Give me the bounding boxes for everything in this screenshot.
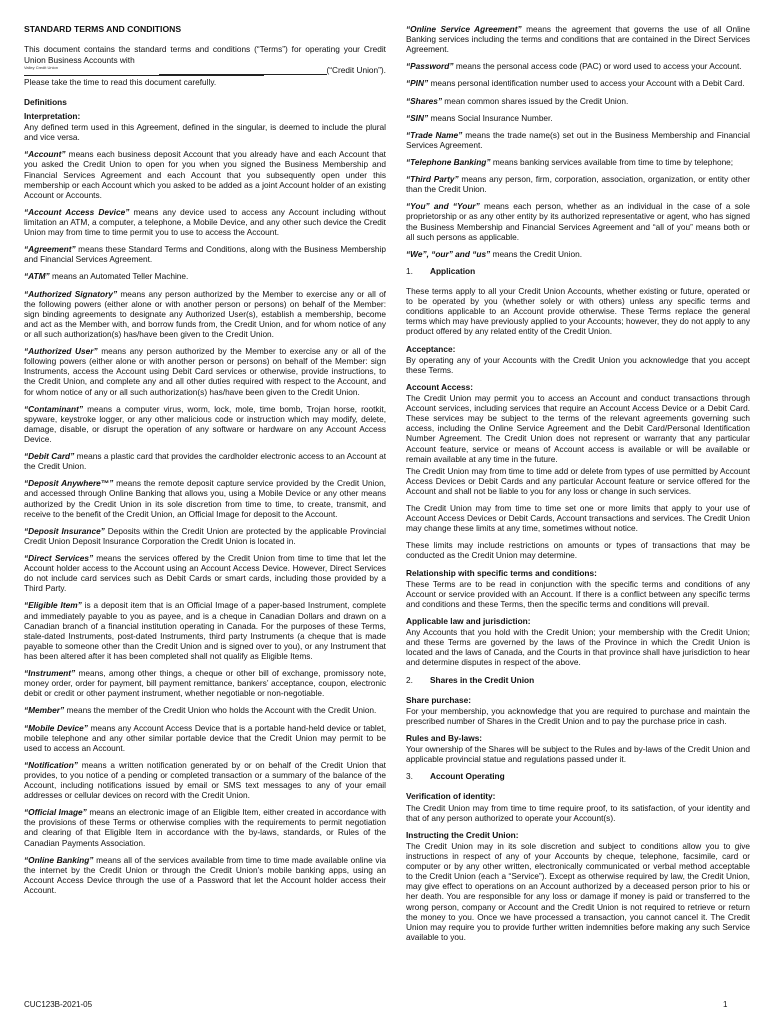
definition-text: means, among other things, a cheque or other bill of exchange, promissory note, money order, order for payment, bill payment remittance, bankers’ acceptance, coupon, electronic debit or credit or other payment instrument, whether negotiable or non-negotiable. <box>24 668 386 699</box>
definition-term: “Member” <box>24 705 65 716</box>
definition-item <box>24 526 386 546</box>
account-access-text-1: The Credit Union may permit you to access an Account and conduct transactions through Account services, including services that require an Account Access Device or a Debit Card. These services may be subject to the terms of the relevant agreements governing such access, including the Online Service Agreement and the Debit Card/Personal Identification Number Agreement. The Credit Union does not represent or warranty that any particular Account feature, service or means of Account access is available or will be available or remain available at any time in the future. <box>406 392 750 464</box>
definition-item <box>24 451 386 471</box>
page-number: 1 <box>723 1000 728 1009</box>
acceptance-heading: Acceptance: <box>406 343 456 354</box>
definition-item <box>24 404 386 444</box>
document-title: STANDARD TERMS AND CONDITIONS <box>24 24 182 34</box>
relationship-heading: Relationship with specific terms and conditions: <box>406 567 597 578</box>
definition-text: means the trade name(s) set out in the Business Membership and Financial Services Agreement. <box>406 129 750 150</box>
section-3-heading <box>406 771 750 781</box>
definition-term: “Direct Services” <box>24 552 94 563</box>
definition-item <box>24 149 386 200</box>
share-purchase-heading: Share purchase: <box>406 694 472 705</box>
intro-suffix: (“Credit Union”). <box>326 64 386 75</box>
definition-text: mean common shares issued by the Credit Union. <box>444 95 629 106</box>
acceptance-text: By operating any of your Accounts with the Credit Union you acknowledge that you accept these Terms. <box>406 354 750 375</box>
instructing-heading: Instructing the Credit Union: <box>406 829 519 840</box>
definition-term: “Deposit Insurance” <box>24 525 105 536</box>
account-access-text-3: The Credit Union may from time to time set one or more limits that apply to your use of Account Access Devices or Debit Cards, Account transactions and services. The Credit Union may change these limits at any time, sometimes without notice. <box>406 503 750 534</box>
definition-text: means the services offered by the Credit Union from time to time that let the Account holder access to the Account using an Account Access Device. However, Direct Services do not include card services such as Debit Cards or smart cards, including those provided by a Third Party. <box>24 552 386 594</box>
definition-text: means the agreement that governs the use of all Online Banking services including the terms and conditions that are contained in the Direct Services Agreement. <box>406 24 750 55</box>
definition-text: means any Account Access Device that is a portable hand-held device or tablet, mobile telephone and any other similar portable device that the Credit Union may permit to be used to access an Account. <box>24 722 386 753</box>
definition-item <box>24 478 386 518</box>
section-1-heading <box>406 266 750 276</box>
relationship-text: These Terms are to be read in conjunction with the specific terms and conditions of any Account or service provided with an Account. If there is a conflict between any specific terms and conditions and these Terms, then the specific terms and conditions will prevail. <box>406 578 750 609</box>
definition-item <box>24 705 386 715</box>
section-title: Shares in the Credit Union <box>430 674 535 685</box>
definition-item <box>406 249 750 259</box>
intro-line-1: This document contains the standard terms and conditions (“Terms”) for operating your Credit Union Business Accounts with <box>24 44 386 65</box>
section-number: 1. <box>406 265 413 276</box>
definition-term: “Third Party” <box>406 174 459 185</box>
definition-item <box>24 271 386 281</box>
definition-item <box>406 96 750 106</box>
definition-text: means personal identification number used to access your Account with a Debit Card. <box>430 78 745 89</box>
account-access-heading: Account Access: <box>406 381 474 392</box>
definition-term: “Online Service Agreement” <box>406 24 522 34</box>
definition-text: means each person, whether as an individual in the case of a sole proprietorship or as any other entity by its authorized representative or agent, who has signed the Business Membership and Financial Services Agreement and “all of you” means both or all such persons as applicable. <box>406 201 750 242</box>
account-access-text-2: The Credit Union may from time to time add or delete from types of use permitted by Account Access Devices or Debit Cards and any particular Account feature or service offered for the Account and shall not be liable to you for any loss or change in such services. <box>406 465 750 496</box>
instructing-text: The Credit Union may in its sole discretion and subject to conditions allow you to give instructions in respect of any of your Accounts by cheque, telephone, facsimile, card or computer or by any other written, electronically communicated or verbal method acceptable to the Credit Union (each a “Service”). Except as otherwise required by law, the Credit Union, may give effect to operations on an Account authorized by a deceased person prior to his or her death. You are responsible for any loss or damage if money is paid or transferred to the wrong person, company or Account and the Credit Union is not required to retrieve or return the money to you. Once we have processed a transaction, you cannot cancel it. The Credit Union may require you to provide further written indemnities before making any such Service available to you. <box>406 840 750 942</box>
definition-term: “Telephone Banking” <box>406 156 491 167</box>
section-2-heading <box>406 675 750 685</box>
blank-line <box>159 74 327 75</box>
definition-term: “Account” <box>24 149 66 160</box>
definition-text: means Social Insurance Number. <box>430 112 553 123</box>
definitions-list-right <box>406 24 750 259</box>
verification-text: The Credit Union may from time to time require proof, to its satisfaction, of your identity and that of any person authorized to operate your Account(s). <box>406 802 750 823</box>
definition-text: means an electronic image of an Eligible Item, either created in accordance with the provisions of these Terms or otherwise complies with the requirements to permit negotiation and clearing of that Eligible Item in accordance with the by-laws, standards, or Rules of the Canadian Payments Association. <box>24 807 386 848</box>
definition-term: “Instrument” <box>24 668 76 679</box>
definition-term: “Deposit Anywhere™” <box>24 478 114 489</box>
document-code: CUC123B-2021-05 <box>24 1000 93 1009</box>
intro-line-3: Please take the time to read this document carefully. <box>24 75 264 87</box>
rules-bylaws-heading: Rules and By-laws: <box>406 733 483 744</box>
definitions-heading: Definitions <box>24 96 67 107</box>
definition-term: “Mobile Device” <box>24 722 88 733</box>
definition-item <box>406 130 750 150</box>
definition-text: means a computer virus, worm, lock, mole, time bomb, Trojan horse, rootkit, spyware, keystroke logger, or any other malicious code or instruction which may modify, delete, damage, disable, or disrupt the operation of any software or hardware on any Account Access Device. <box>24 403 387 444</box>
definition-item <box>406 113 750 123</box>
definition-item <box>406 174 750 194</box>
credit-union-name-row <box>24 65 386 75</box>
applicable-law-heading: Applicable law and jurisdiction: <box>406 616 531 627</box>
definition-text: means the Credit Union. <box>492 248 582 259</box>
definition-text: means any person authorized by the Member to exercise any or all of the following powers (either alone or with another person or persons) on behalf of the Member: sign binding agreements to designate any Authorized User(s), establish a membership, become and act as the Member with, and borrow funds from, the Credit Union, and for whom notice of any or all such authorization(s) has/have been given to the Credit Union. <box>24 288 386 339</box>
definition-text: means all of the services available from time to time made available online via the internet by the Credit Union or through the Credit Union’s mobile banking apps, using an Account Access Device through the use of a Password that let the Account holder access their Account. <box>24 854 387 896</box>
credit-union-name-blank <box>139 65 386 75</box>
definition-text: means these Standard Terms and Conditions, along with the Business Membership and Financial Services Agreement. <box>24 244 386 265</box>
account-access-text-4: These limits may include restrictions on amounts or types of transactions that may be conducted as the Credit Union may determine. <box>406 540 750 561</box>
section-title: Account Operating <box>430 771 505 782</box>
definition-item <box>24 244 386 264</box>
definition-text: means banking services available from time to time by telephone; <box>492 156 734 167</box>
definition-item <box>24 668 386 698</box>
definition-item <box>24 760 386 800</box>
definition-term: “Notification” <box>24 759 78 770</box>
definition-text: means the member of the Credit Union who holds the Account with the Credit Union. <box>66 705 377 716</box>
definition-term: “Shares” <box>406 95 442 106</box>
definition-term: “Online Banking” <box>24 854 94 865</box>
definition-item <box>24 207 386 237</box>
definition-text: Deposits within the Credit Union are protected by the applicable Provincial Credit Union Deposit Insurance Corporation the Credit Union is located in. <box>24 525 386 546</box>
verification-heading: Verification of identity: <box>406 791 496 802</box>
definition-item <box>406 78 750 88</box>
definition-text: means any device used to access any Account including without limitation an ATM, a computer, a telephone, a Mobile Device, and any other such device the Credit Union may from time to time permit you to use to access the Account. <box>24 206 386 238</box>
definition-term: “PIN” <box>406 78 429 89</box>
right-column <box>406 24 750 949</box>
left-column <box>24 24 386 902</box>
definition-text: means a plastic card that provides the cardholder electronic access to an Account at the Credit Union. <box>24 451 387 472</box>
definition-term: “Account Access Device” <box>24 206 130 217</box>
definition-item <box>24 289 386 340</box>
definition-term: “Authorized User” <box>24 346 98 357</box>
definition-item <box>24 553 386 593</box>
definition-text: means the remote deposit capture service provided by the Credit Union, and accessed through Online Banking that allows you, using a Mobile Device or any other means authorized by the Credit Union in its sole discretion from time to time, to create, transmit, and receive to the benefit of the Credit Union, an Official Image for deposit to the Account. <box>24 478 386 519</box>
definition-term: “SIN” <box>406 112 429 123</box>
section-number: 2. <box>406 674 413 685</box>
definition-term: “Authorized Signatory” <box>24 288 118 299</box>
definition-item <box>24 600 386 661</box>
definition-item <box>406 24 750 54</box>
definition-text: means any person, firm, corporation, association, organization, or entity other than the Credit Union. <box>406 174 750 195</box>
share-purchase-text: For your membership, you acknowledge that you are required to purchase and maintain the prescribed number of Shares in the Credit Union and to pay the purchase price in cash. <box>406 705 750 726</box>
definition-item <box>24 723 386 753</box>
definition-text: means an Automated Teller Machine. <box>51 271 189 282</box>
definition-item <box>24 807 386 847</box>
definition-text: means each business deposit Account that you already have and each Account that you asked the Credit Union to open for you when you signed the Business Membership and Financial Services Agreement and each Account that you subsequently open under this membership or each Account which you asked to be added as a joint Account holder of an existing Account or Accounts. <box>24 149 386 200</box>
definition-term: “Trade Name” <box>406 129 463 140</box>
rules-bylaws-text: Your ownership of the Shares will be subject to the Rules and by-laws of the Credit Union and applicable provincial statue and regulations passed under it. <box>406 744 750 765</box>
definition-term: “Password” <box>406 61 454 72</box>
definition-term: “We”, “our” and “us” <box>406 248 491 259</box>
definition-term: “ATM” <box>24 271 50 282</box>
definition-term: “Eligible Item” <box>24 600 82 611</box>
interpretation-heading: Interpretation: <box>24 111 81 122</box>
definitions-list-left <box>24 149 386 895</box>
definition-term: “Debit Card” <box>24 451 75 462</box>
interpretation-text: Any defined term used in this Agreement, defined in the singular, is deemed to include the plural and vice versa. <box>24 122 386 143</box>
definition-text: means a written notification generated by or on behalf of the Credit Union that provides, to you notice of a pending or completed transaction or a summary of the balance of the Account, including notifications issued by email or SMS text messages to any of your email addresses or cellular devices on record with the Credit Union. <box>24 759 386 801</box>
definition-text: is a deposit item that is an Official Image of a paper-based Instrument, complete and immediately payable to you as payee, and is a cheque in Canadian Dollars and drawn on a Canadian branch of a financial institution operating in Canada. For the purposes of these Terms, stale-dated Instruments, post-dated Instruments, third party Instruments (a cheque that is made payable to someone other than the Credit Union and is signed over to you), or any Instrument that has been altered after it has been completed shall not qualify as Eligible Items. <box>24 600 386 661</box>
section-title: Application <box>430 265 476 276</box>
definition-text: means the personal access code (PAC) or word used to access your Account. <box>455 61 742 72</box>
definition-item <box>24 346 386 397</box>
definition-item <box>406 157 750 167</box>
definition-term: “Official Image” <box>24 807 87 818</box>
definition-term: “Contaminant” <box>24 403 83 414</box>
definition-term: “You” and “Your” <box>406 201 480 212</box>
section-number: 3. <box>406 771 413 782</box>
definition-item <box>406 61 750 71</box>
definition-item <box>406 201 750 241</box>
definition-term: “Agreement” <box>24 244 76 255</box>
credit-union-name: Valley Credit Union <box>24 64 58 70</box>
application-text: These terms apply to all your Credit Union Accounts, whether existing or future, operated or to be operated by you (whether solely or with others) unless any specific terms and conditions applicable to an Account provide otherwise. These Terms replace the general terms which may have previously applied to your Accounts; however, they do not apply to any product offered by any related entity of the Credit Union. <box>406 285 750 337</box>
applicable-law-text: Any Accounts that you hold with the Credit Union; your membership with the Credit Union; and these Terms are governed by the laws of the Province in which the Credit Union is located and the laws of Canada, and the Courts in that province shall have jurisdiction to hear and determine disputes in respect of the above. <box>406 627 750 668</box>
definition-text: means any person authorized by the Member to exercise any or all of the following powers (either alone or with another person or persons) on behalf of the Member: sign Instruments, access the Account using Debit Card services or otherwise, provide instructions, to the Credit Union, and complete any and all other duties required with respect to the Account, and for whom notice of any or all such authorization(s) has/have been given to the Credit Union. <box>24 346 386 397</box>
definition-item <box>24 855 386 895</box>
